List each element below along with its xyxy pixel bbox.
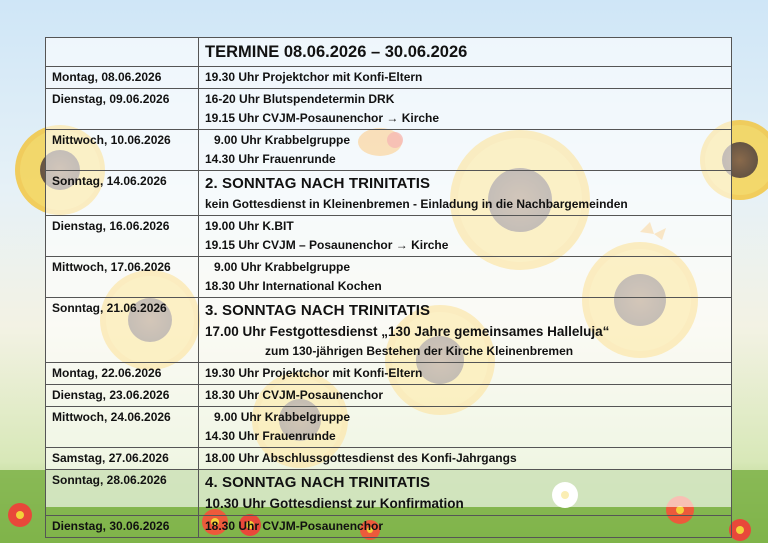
table-row — [46, 130, 732, 171]
row-events — [199, 363, 732, 385]
table-row — [46, 171, 732, 216]
event-line: 18.30 Uhr CVJM-Posaunenchor — [205, 388, 384, 402]
schedule-table — [45, 37, 732, 538]
row-events — [199, 216, 732, 257]
table-row — [46, 448, 732, 470]
row-date: Dienstag, 30.06.2026 — [46, 516, 199, 538]
header-empty-cell — [46, 38, 199, 67]
row-events — [199, 89, 732, 130]
row-date: Mittwoch, 17.06.2026 — [46, 257, 199, 298]
row-date: Dienstag, 23.06.2026 — [46, 385, 199, 407]
event-line: 9.00 Uhr Krabbelgruppe — [214, 260, 351, 274]
table-row — [46, 216, 732, 257]
row-date: Montag, 22.06.2026 — [46, 363, 199, 385]
row-events — [199, 130, 732, 171]
event-line: 18.30 Uhr International Kochen — [205, 279, 382, 293]
row-date: Mittwoch, 10.06.2026 — [46, 130, 199, 171]
event-line: 19.15 Uhr CVJM – Posaunenchor → Kirche — [205, 238, 449, 252]
table-row — [46, 385, 732, 407]
event-line: 18.30 Uhr CVJM-Posaunenchor — [205, 519, 384, 533]
sunday-heading: 3. SONNTAG NACH TRINITATIS — [205, 302, 431, 319]
table-row — [46, 407, 732, 448]
table-row — [46, 298, 732, 363]
table-row — [46, 89, 732, 130]
row-date: Mittwoch, 24.06.2026 — [46, 407, 199, 448]
event-line: 9.00 Uhr Krabbelgruppe — [214, 133, 351, 147]
schedule-title: TERMINE 08.06.2026 – 30.06.2026 — [199, 38, 732, 67]
sunday-heading: 2. SONNTAG NACH TRINITATIS — [205, 175, 431, 192]
row-date: Sonntag, 21.06.2026 — [46, 298, 199, 363]
table-row — [46, 470, 732, 516]
row-events — [199, 385, 732, 407]
event-line: 16-20 Uhr Blutspendetermin DRK — [205, 92, 395, 106]
event-line: zum 130-jährigen Bestehen der Kirche Kleinenbremen — [265, 344, 574, 358]
table-header-row — [46, 38, 732, 67]
row-date: Sonntag, 28.06.2026 — [46, 470, 199, 516]
event-line: kein Gottesdienst in Kleinenbremen - Einladung in die Nachbargemeinden — [205, 197, 628, 211]
event-line: 18.00 Uhr Abschlussgottesdienst des Konfi-Jahrgangs — [205, 451, 517, 465]
event-line: 19.30 Uhr Projektchor mit Konfi-Eltern — [205, 70, 423, 84]
event-line: 19.15 Uhr CVJM-Posaunenchor → Kirche — [205, 111, 440, 125]
event-line: 14.30 Uhr Frauenrunde — [205, 429, 336, 443]
event-line: 19.30 Uhr Projektchor mit Konfi-Eltern — [205, 366, 423, 380]
row-events — [199, 470, 732, 516]
row-events — [199, 67, 732, 89]
row-events — [199, 407, 732, 448]
row-date: Dienstag, 16.06.2026 — [46, 216, 199, 257]
event-line: 10.30 Uhr Gottesdienst zur Konfirmation — [205, 496, 464, 511]
table-row — [46, 363, 732, 385]
event-line: 17.00 Uhr Festgottesdienst „130 Jahre gemeinsames Halleluja“ — [205, 324, 610, 339]
sunday-heading: 4. SONNTAG NACH TRINITATIS — [205, 474, 431, 491]
event-line: 14.30 Uhr Frauenrunde — [205, 152, 336, 166]
event-line: 9.00 Uhr Krabbelgruppe — [214, 410, 351, 424]
table-row — [46, 257, 732, 298]
table-row — [46, 67, 732, 89]
row-events — [199, 298, 732, 363]
row-date: Sonntag, 14.06.2026 — [46, 171, 199, 216]
row-date: Samstag, 27.06.2026 — [46, 448, 199, 470]
row-date: Montag, 08.06.2026 — [46, 67, 199, 89]
event-line: 19.00 Uhr K.BIT — [205, 219, 294, 233]
row-date: Dienstag, 09.06.2026 — [46, 89, 199, 130]
table-row — [46, 516, 732, 538]
row-events — [199, 257, 732, 298]
row-events — [199, 171, 732, 216]
row-events — [199, 516, 732, 538]
row-events — [199, 448, 732, 470]
